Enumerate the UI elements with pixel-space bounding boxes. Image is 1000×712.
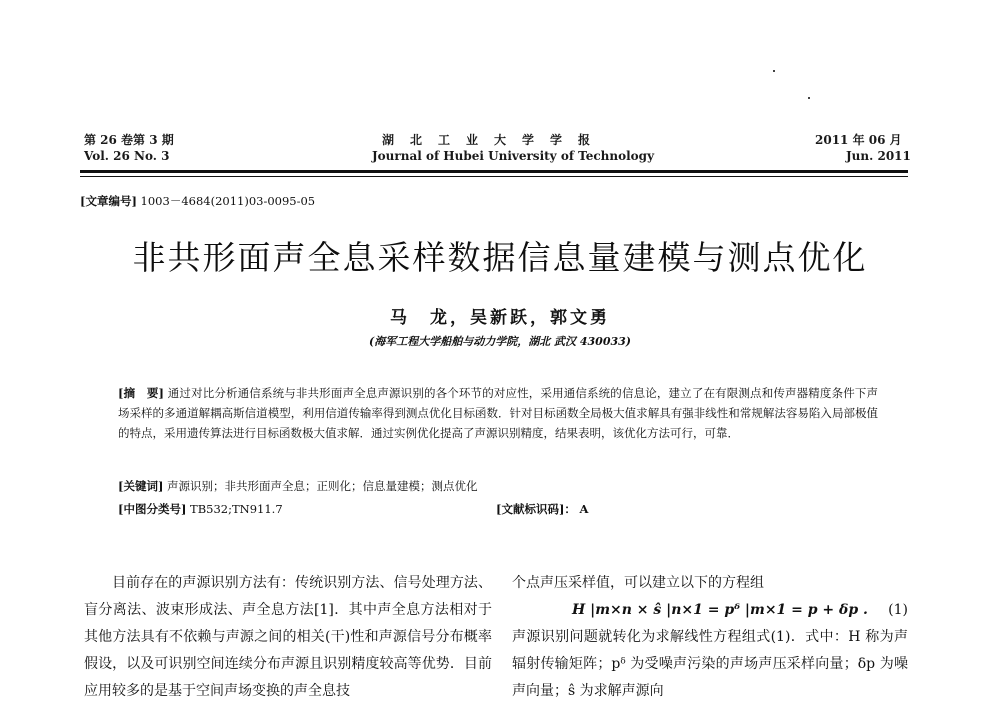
abstract [118,383,878,443]
journal-name-en: Journal of Hubei University of Technology [372,149,655,163]
equation-number: (1) [888,602,908,618]
body-paragraph: 目前存在的声源识别方法有：传统识别方法、信号处理方法、盲分离法、波束形成法、声全息方法[1]．其中声全息方法相对于其他方法具有不依赖与声源之间的相关(干)性和声源信号分布概率假设，以及可识别空间连续分布声源且识别精度较高等优势．目前应用较多的是基于空间声场变换的声全息技 [84,575,492,699]
scan-speck [773,70,775,72]
issue-cn: 第 26 卷第 3 期 [84,133,174,147]
body-right-column [512,570,908,705]
body-line: 个点声压采样值，可以建立以下的方程组 [512,575,764,591]
issue-en: Vol. 26 No. 3 [84,149,170,163]
equation-1 [512,597,908,624]
journal-name-cn: 湖 北 工 业 大 学 学 报 [382,133,593,147]
header-rule-thick [80,170,908,173]
classification-label: [中图分类号] [118,502,187,516]
classification [118,501,283,517]
abstract-label: [摘 要] [118,386,164,400]
document-code-label: [文献标识码]： [496,502,576,516]
article-title: 非共形面声全息采样数据信息量建模与测点优化 [132,238,868,277]
document-code-value: A [579,502,589,516]
date-en: Jun. 2011 [846,149,911,163]
scan-speck [808,97,810,99]
body-paragraph: 声源识别问题就转化为求解线性方程组式(1)．式中：H 称为声辐射传输矩阵；pᵟ 为受噪声污染的声场声压采样向量；δp 为噪声向量；ŝ 为求解声源向 [512,629,908,699]
body-left-column [84,570,492,705]
keywords [118,478,478,494]
article-number [80,193,315,209]
date-cn: 2011 年 06 月 [815,133,902,147]
article-number-label: [文章编号] [80,194,137,208]
authors: 马 龙，吴新跃，郭文勇 [390,308,610,328]
affiliation: (海军工程大学船舶与动力学院，湖北 武汉 430033) [369,335,631,348]
abstract-text: 通过对比分析通信系统与非共形面声全息声源识别的各个环节的对应性，采用通信系统的信息论，建立了在有限测点和传声器精度条件下声场采样的多通道解耦高斯信道模型，利用信道传输率得到测点优化目标函数．针对目标函数全局极大值求解具有强非线性和常规解法容易陷入局部极值的特点，采用遗传算法进行目标函数极大值求解．通过实例优化提高了声源识别精度，结果表明，该优化方法可行，可靠． [118,386,878,440]
keywords-text: 声源识别；非共形面声全息；正则化；信息量建模；测点优化 [167,479,478,493]
header-rule-thin [80,176,908,177]
equation-expression: H |m×n × ŝ |n×1 = pᵟ |m×1 = p + δp . [572,602,868,618]
article-number-value: 1003－4684(2011)03-0095-05 [140,194,316,208]
document-code [496,501,588,517]
keywords-label: [关键词] [118,479,164,493]
classification-text: TB532;TN911.7 [190,502,283,516]
